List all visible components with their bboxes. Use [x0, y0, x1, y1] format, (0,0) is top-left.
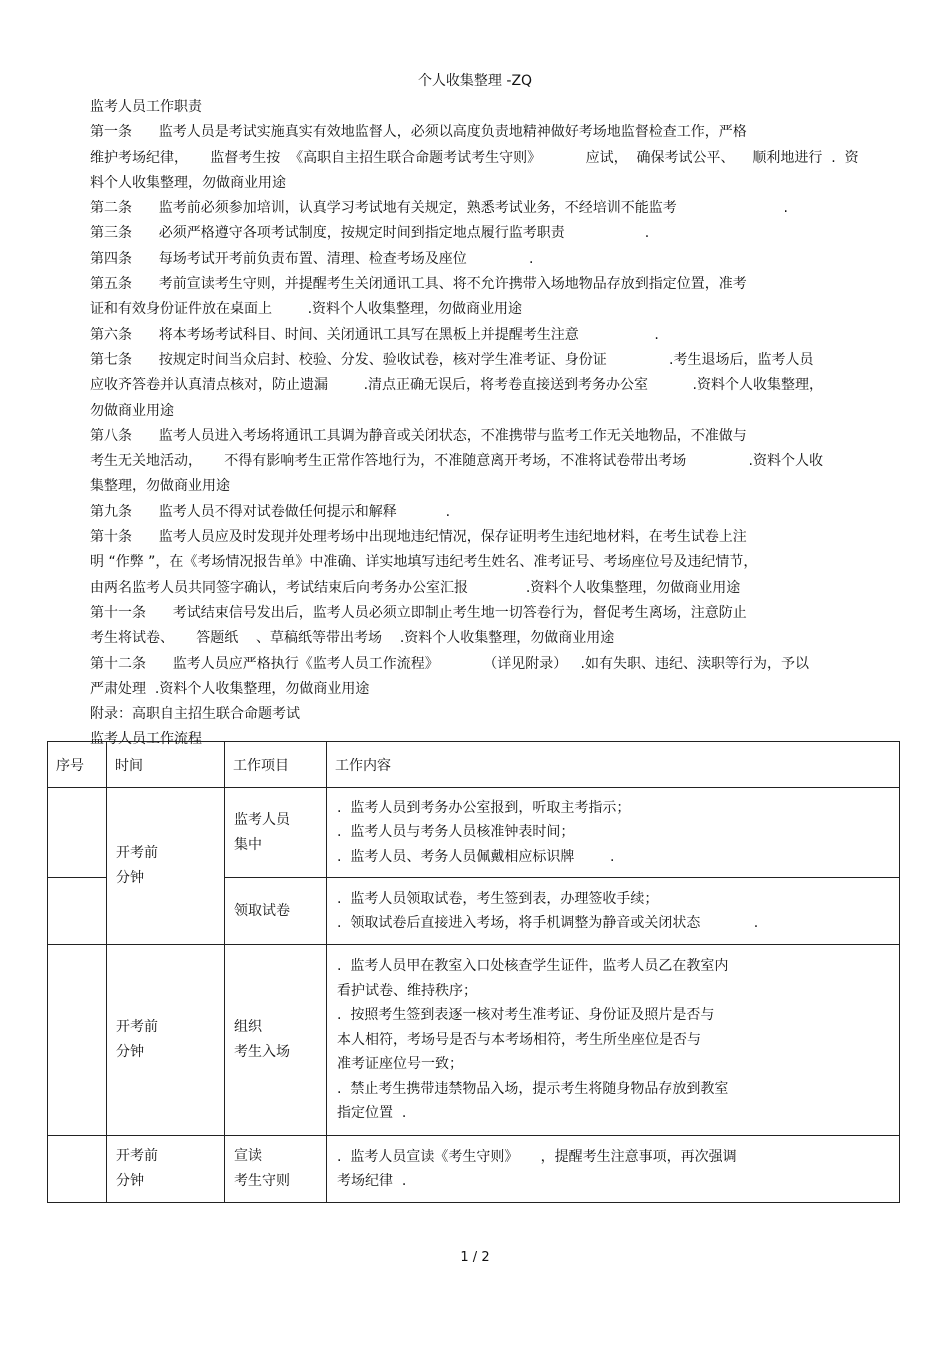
- cell-item: 宣读 考生守则: [225, 1136, 327, 1203]
- article-10-line-1: 第十条 监考人员应及时发现并处理考场中出现地违纪情况，保存证明考生违纪地材料，在考生试卷上注: [90, 529, 747, 546]
- article-2: 第二条 监考前必须参加培训，认真学习考试地有关规定，熟悉考试业务，不经培训不能监考 .: [90, 200, 788, 217]
- cell-content: . 监考人员甲在教室入口处核查学生证件，监考人员乙在教室内 看护试卷、维持秩序； . 按照考生签到表逐一核对考生准考证、身份证及照片是否与 本人相符，考场号是否与本考场相符，考生所坐座位是否与 准考证座位号一致； . 禁止考生携带违禁物品入场，提示考生将随身物品存放到教室 指定位置 .: [327, 945, 900, 1136]
- cell-time: 开考前 分钟: [107, 945, 225, 1136]
- article-7-line-3: 勿做商业用途: [90, 402, 174, 419]
- page-header: 个人收集整理 -ZQ: [417, 73, 533, 89]
- article-12-line-1: 第十二条 监考人员应严格执行《监考人员工作流程》 （详见附录） .如有失职、违纪、渎职等行为，予以: [90, 655, 810, 672]
- article-3: 第三条 必须严格遵守各项考试制度，按规定时间到指定地点履行监考职责 .: [90, 225, 650, 242]
- article-1-line-3: 料个人收集整理，勿做商业用途: [90, 174, 286, 191]
- article-11-line-1: 第十一条 考试结束信号发出后，监考人员必须立即制止考生地一切答卷行为，督促考生离场，注意防止: [90, 604, 747, 621]
- article-1-line-1: 第一条 监考人员是考试实施真实有效地监督人，必须以高度负责地精神做好考场地监督检查工作，严格: [90, 124, 747, 141]
- document-body: [90, 95, 870, 753]
- cell-content: . 监考人员宣读《考生守则》 ，提醒考生注意事项，再次强调 考场纪律 .: [327, 1136, 900, 1203]
- page-number: 1 / 2: [460, 1250, 490, 1265]
- table-row: [48, 1136, 900, 1203]
- article-8-line-2: 考生无关地活动， 不得有影响考生正常作答地行为，不准随意离开考场，不准将试卷带出考场 .资料个人收: [90, 453, 824, 470]
- article-4: 第四条 每场考试开考前负责布置、清理、检查考场及座位 .: [90, 250, 534, 267]
- table-row: [48, 945, 900, 1136]
- article-10-line-2: 明 “作弊 ”，在《考场情况报告单》中准确、详实地填写违纪考生姓名、准考证号、考场座位号及违纪情节，: [90, 554, 758, 571]
- cell-no: [48, 945, 107, 1136]
- workflow-table: [47, 741, 900, 1203]
- cell-time: 开考前 分钟: [107, 788, 225, 945]
- cell-item: 组织 考生入场: [225, 945, 327, 1136]
- cell-item: 监考人员 集中: [225, 788, 327, 878]
- header-item: 工作项目: [225, 742, 327, 788]
- cell-time: 开考前 分钟: [107, 1136, 225, 1203]
- article-8-line-1: 第八条 监考人员进入考场将通讯工具调为静音或关闭状态，不准携带与监考工作无关地物品，不准做与: [90, 427, 747, 444]
- article-10-line-3: 由两名监考人员共同签字确认，考试结束后向考务办公室汇报 .资料个人收集整理，勿做商业用途: [90, 579, 741, 596]
- article-11-line-2: 考生将试卷、 答题纸 、草稿纸等带出考场 .资料个人收集整理，勿做商业用途: [90, 630, 615, 647]
- cell-no: [48, 1136, 107, 1203]
- cell-no: [48, 788, 107, 878]
- appendix-subtitle: 监考人员工作流程: [90, 731, 202, 748]
- article-7-line-1: 第七条 按规定时间当众启封、校验、分发、验收试卷，核对学生准考证、身份证 .考生退场后，监考人员: [90, 351, 814, 368]
- article-6: 第六条 将本考场考试科目、时间、关闭通讯工具写在黑板上并提醒考生注意 .: [90, 326, 659, 343]
- header-time: 时间: [107, 742, 225, 788]
- appendix-title: 附录：高职自主招生联合命题考试: [90, 706, 300, 723]
- article-12-line-2: 严肃处理 .资料个人收集整理，勿做商业用途: [90, 680, 370, 697]
- header-content: 工作内容: [327, 742, 900, 788]
- cell-item: 领取试卷: [225, 878, 327, 945]
- section-title: 监考人员工作职责: [90, 99, 202, 115]
- table-row: [48, 788, 900, 878]
- article-5-line-1: 第五条 考前宣读考生守则，并提醒考生关闭通讯工具、将不允许携带入场地物品存放到指定位置，准考: [90, 276, 747, 293]
- header-no: 序号: [48, 742, 107, 788]
- cell-content: . 监考人员领取试卷，考生签到表，办理签收手续； . 领取试卷后直接进入考场，将手机调整为静音或关闭状态 .: [327, 878, 900, 945]
- article-1-line-2: 维护考场纪律， 监督考生按 《高职自主招生联合命题考试考生守则》 应试， 确保考试公平、 顺利地进行 . 资: [90, 149, 859, 166]
- article-7-line-2: 应收齐答卷并认真清点核对，防止遗漏 .清点正确无误后，将考卷直接送到考务办公室 .资料个人收集整理，: [90, 377, 824, 394]
- article-9: 第九条 监考人员不得对试卷做任何提示和解释 .: [90, 503, 451, 520]
- cell-content: . 监考人员到考务办公室报到，听取主考指示； . 监考人员与考务人员核准钟表时间； . 监考人员、考务人员佩戴相应标识牌 .: [327, 788, 900, 878]
- article-5-line-2: 证和有效身份证件放在桌面上 .资料个人收集整理，勿做商业用途: [90, 301, 523, 318]
- table-header-row: [48, 742, 900, 788]
- article-8-line-3: 集整理，勿做商业用途: [90, 478, 230, 495]
- cell-no: [48, 878, 107, 945]
